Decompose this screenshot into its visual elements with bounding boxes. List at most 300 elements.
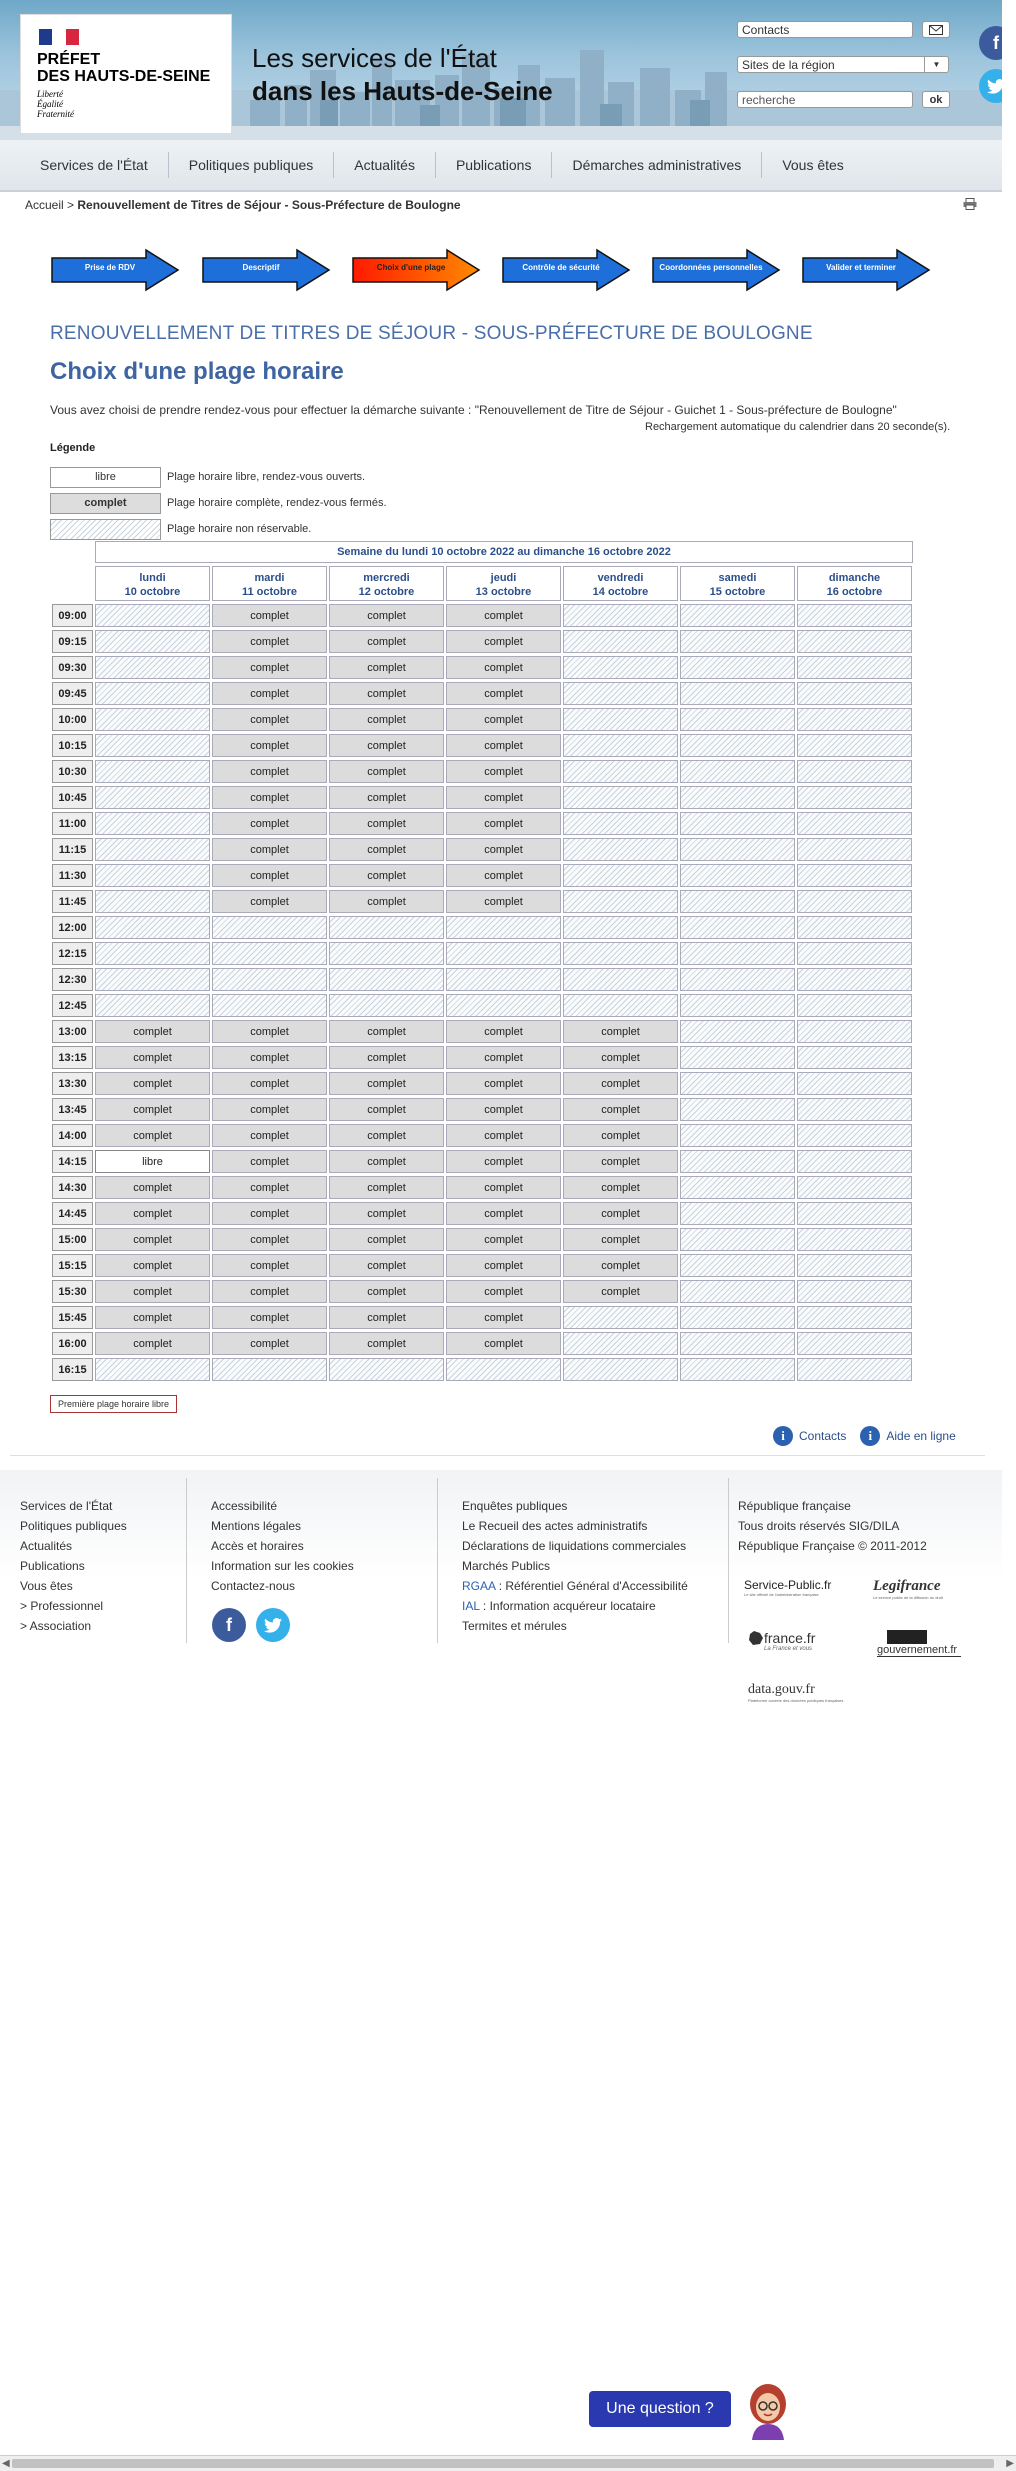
slot-complet: complet <box>212 682 327 705</box>
legifrance-tagline: Le service public de la diffusion du droit <box>873 1595 943 1600</box>
slot-non-reservable <box>680 708 795 731</box>
slot-non-reservable <box>797 656 912 679</box>
time-label: 12:15 <box>52 942 93 965</box>
slot-non-reservable <box>563 604 678 627</box>
slot-non-reservable <box>797 682 912 705</box>
slot-non-reservable <box>680 1150 795 1173</box>
day-header <box>329 566 444 601</box>
slot-non-reservable <box>680 604 795 627</box>
slot-complet: complet <box>95 1254 210 1277</box>
site-title-line2: dans les Hauts-de-Seine <box>252 76 553 106</box>
slot-complet: complet <box>563 1124 678 1147</box>
slot-non-reservable <box>797 838 912 861</box>
slot-non-reservable <box>680 1202 795 1225</box>
slot-non-reservable <box>797 1046 912 1069</box>
slot-non-reservable <box>797 1332 912 1355</box>
slot-complet: complet <box>212 786 327 809</box>
slot-complet: complet <box>329 1202 444 1225</box>
step-label: Descriptif <box>242 263 280 272</box>
slot-non-reservable <box>563 942 678 965</box>
slot-complet: complet <box>563 1098 678 1121</box>
nav-item-demarches[interactable]: Démarches administratives <box>552 152 762 178</box>
slot-non-reservable <box>563 786 678 809</box>
day-date: 15 octobre <box>709 586 766 598</box>
slot-complet: complet <box>212 760 327 783</box>
ial-abbr: IAL <box>462 1599 480 1613</box>
slot-non-reservable <box>95 734 210 757</box>
slot-non-reservable <box>212 942 327 965</box>
france-fr-name: france.fr <box>764 1630 816 1646</box>
step-label: Contrôle de sécurité <box>522 263 600 272</box>
step-coordonnees <box>651 248 781 292</box>
footer-col-publications <box>462 1496 688 1636</box>
breadcrumb-home[interactable]: Accueil <box>25 198 64 212</box>
info-icon[interactable]: i <box>860 1426 880 1446</box>
footer-link[interactable]: Vous êtes <box>20 1579 73 1593</box>
slot-non-reservable <box>329 968 444 991</box>
time-label: 11:00 <box>52 812 93 835</box>
slot-complet: complet <box>563 1020 678 1043</box>
divider <box>10 1455 985 1456</box>
footer-link[interactable]: Services de l'État <box>20 1499 113 1513</box>
slot-non-reservable <box>95 708 210 731</box>
slot-complet: complet <box>329 1150 444 1173</box>
slot-complet: complet <box>329 734 444 757</box>
slot-non-reservable <box>563 812 678 835</box>
slot-non-reservable <box>680 1228 795 1251</box>
rgaa-abbr: RGAA <box>462 1579 496 1593</box>
intro-text: Vous avez choisi de prendre rendez-vous pour effectuer la démarche suivante : "Renouvellement de Titre de Séjour - Guichet 1 - Sous-préfecture de Boulogne" <box>50 403 897 417</box>
slot-non-reservable <box>563 916 678 939</box>
slot-non-reservable <box>680 994 795 1017</box>
slot-non-reservable <box>797 786 912 809</box>
slot-complet: complet <box>95 1098 210 1121</box>
service-public-name: Service-Public.fr <box>744 1578 832 1592</box>
step-label: Prise de RDV <box>84 263 136 272</box>
footer-divider <box>437 1478 438 1643</box>
day-name: mercredi <box>363 572 410 584</box>
slot-non-reservable <box>680 1046 795 1069</box>
footer-divider <box>728 1478 729 1643</box>
france-fr-logo[interactable] <box>748 1630 858 1652</box>
footer-link[interactable]: Accès et horaires <box>211 1539 304 1553</box>
slot-non-reservable <box>95 916 210 939</box>
slot-non-reservable <box>797 1280 912 1303</box>
slot-complet: complet <box>95 1020 210 1043</box>
slot-non-reservable <box>446 1358 561 1381</box>
slot-non-reservable <box>329 994 444 1017</box>
time-label: 15:30 <box>52 1280 93 1303</box>
twitter-icon[interactable] <box>256 1608 290 1642</box>
rgaa-text: : Référentiel Général d'Accessibilité <box>495 1579 688 1593</box>
slot-complet: complet <box>212 708 327 731</box>
slot-non-reservable <box>680 1176 795 1199</box>
slot-non-reservable <box>680 1254 795 1277</box>
time-label: 11:30 <box>52 864 93 887</box>
slot-complet: complet <box>329 1176 444 1199</box>
breadcrumb-separator: > <box>63 198 78 212</box>
time-label: 12:45 <box>52 994 93 1017</box>
site-title-line1: Les services de l'État <box>252 43 497 73</box>
step-prise-rdv <box>50 248 180 292</box>
slot-complet: complet <box>446 838 561 861</box>
slot-complet: complet <box>446 1020 561 1043</box>
day-date: 12 octobre <box>358 586 415 598</box>
gouvernement-logo[interactable] <box>877 1630 961 1657</box>
day-header <box>680 566 795 601</box>
slot-complet: complet <box>446 1176 561 1199</box>
day-name: lundi <box>139 572 166 584</box>
footer-link[interactable]: Termites et mérules <box>462 1619 567 1633</box>
slot-complet: complet <box>563 1280 678 1303</box>
slot-complet: complet <box>212 1280 327 1303</box>
slot-complet: complet <box>212 1098 327 1121</box>
slot-non-reservable <box>95 968 210 991</box>
step-valider <box>801 248 931 292</box>
nav-item-vous-etes[interactable]: Vous êtes <box>782 157 844 173</box>
nav-item-publications[interactable]: Publications <box>436 152 553 178</box>
progress-steps <box>50 248 940 292</box>
slot-complet: complet <box>446 630 561 653</box>
page-title: Choix d'une plage horaire <box>50 358 344 385</box>
time-label: 14:00 <box>52 1124 93 1147</box>
slot-complet: complet <box>95 1280 210 1303</box>
slot-non-reservable <box>680 1280 795 1303</box>
slot-non-reservable <box>95 994 210 1017</box>
step-controle <box>501 248 631 292</box>
time-label: 10:45 <box>52 786 93 809</box>
slot-non-reservable <box>680 916 795 939</box>
slot-complet: complet <box>563 1202 678 1225</box>
slot-complet: complet <box>446 812 561 835</box>
slot-complet: complet <box>329 1306 444 1329</box>
slot-complet: complet <box>329 630 444 653</box>
slot-complet: complet <box>95 1332 210 1355</box>
slot-non-reservable <box>212 994 327 1017</box>
time-label: 09:00 <box>52 604 93 627</box>
footer-text: République française <box>738 1499 851 1513</box>
time-label: 13:00 <box>52 1020 93 1043</box>
slot-non-reservable <box>797 708 912 731</box>
slot-non-reservable <box>797 1124 912 1147</box>
footer-divider <box>186 1478 187 1643</box>
slot-complet: complet <box>212 812 327 835</box>
service-public-tagline: Le site officiel de l'administration française <box>744 1592 819 1597</box>
slot-complet: complet <box>212 630 327 653</box>
time-label: 12:00 <box>52 916 93 939</box>
info-icon[interactable]: i <box>773 1426 793 1446</box>
slot-non-reservable <box>797 890 912 913</box>
slot-complet: complet <box>446 1254 561 1277</box>
slot-complet: complet <box>329 708 444 731</box>
time-label: 09:15 <box>52 630 93 653</box>
footer-link[interactable]: > Association <box>20 1619 92 1633</box>
slot-non-reservable <box>797 1176 912 1199</box>
day-header <box>212 566 327 601</box>
time-label: 13:30 <box>52 1072 93 1095</box>
step-label: Choix d'une plage <box>376 263 446 272</box>
footer-link[interactable]: Déclarations de liquidations commerciales <box>462 1539 687 1553</box>
slot-non-reservable <box>797 1306 912 1329</box>
footer-col-info <box>211 1496 354 1596</box>
contacts-link[interactable]: Contacts <box>799 1429 847 1443</box>
slot-non-reservable <box>329 916 444 939</box>
slot-complet: complet <box>329 1228 444 1251</box>
step-descriptif <box>201 248 331 292</box>
slot-complet: complet <box>212 734 327 757</box>
slot-non-reservable <box>95 630 210 653</box>
slot-complet: complet <box>563 1072 678 1095</box>
footer-link[interactable]: Information sur les cookies <box>211 1559 354 1573</box>
slot-non-reservable <box>563 1332 678 1355</box>
legend-text: Plage horaire non réservable. <box>167 523 312 535</box>
slot-non-reservable <box>797 630 912 653</box>
slot-non-reservable <box>680 1306 795 1329</box>
slot-complet: complet <box>212 1228 327 1251</box>
slot-complet: complet <box>329 1046 444 1069</box>
slot-non-reservable <box>563 890 678 913</box>
ial-text: : Information acquéreur locataire <box>479 1599 656 1613</box>
slot-complet: complet <box>446 734 561 757</box>
search-input[interactable]: recherche <box>737 91 913 108</box>
slot-complet: complet <box>446 1072 561 1095</box>
footer-link[interactable]: Le Recueil des actes administratifs <box>462 1519 648 1533</box>
slot-complet: complet <box>329 838 444 861</box>
gouvernement-name: gouvernement.fr <box>877 1644 961 1657</box>
calendar-week-label: Semaine du lundi 10 octobre 2022 au dimanche 16 octobre 2022 <box>95 541 913 563</box>
time-label: 10:30 <box>52 760 93 783</box>
time-label: 15:15 <box>52 1254 93 1277</box>
legend-swatch-complet: complet <box>50 493 161 514</box>
horizontal-scrollbar[interactable] <box>0 2455 1016 2471</box>
slot-complet: complet <box>212 604 327 627</box>
nav-item-actualites[interactable]: Actualités <box>334 152 436 178</box>
slot-non-reservable <box>680 838 795 861</box>
time-label: 10:15 <box>52 734 93 757</box>
footer-link[interactable]: > Professionnel <box>20 1599 104 1613</box>
slot-complet: complet <box>212 1202 327 1225</box>
slot-complet: complet <box>446 1306 561 1329</box>
slot-complet: complet <box>329 1280 444 1303</box>
footer-link[interactable]: Contactez-nous <box>211 1579 296 1593</box>
time-label: 11:45 <box>52 890 93 913</box>
slot-non-reservable <box>797 760 912 783</box>
slot-complet: complet <box>329 1098 444 1121</box>
print-icon[interactable] <box>963 198 977 210</box>
slot-non-reservable <box>563 864 678 887</box>
assistant-avatar-icon[interactable] <box>744 2380 792 2440</box>
time-label: 16:15 <box>52 1358 93 1381</box>
slot-complet: complet <box>212 1332 327 1355</box>
slot-complet: complet <box>446 1332 561 1355</box>
slot-non-reservable <box>680 890 795 913</box>
slot-non-reservable <box>680 630 795 653</box>
nav-item-services[interactable]: Services de l'État <box>22 152 169 178</box>
site-title <box>252 42 553 108</box>
legend-swatch-non-reservable <box>50 519 161 540</box>
day-name: samedi <box>718 572 757 584</box>
logo-title: PRÉFET DES HAUTS-DE-SEINE <box>37 51 211 85</box>
slot-complet: complet <box>563 1254 678 1277</box>
slot-complet: complet <box>563 1228 678 1251</box>
slot-complet: complet <box>446 864 561 887</box>
slot-non-reservable <box>680 812 795 835</box>
slot-non-reservable <box>212 1358 327 1381</box>
slot-complet: complet <box>446 890 561 913</box>
slot-non-reservable <box>212 968 327 991</box>
slot-non-reservable <box>797 734 912 757</box>
slot-libre[interactable]: libre <box>95 1150 210 1173</box>
slot-non-reservable <box>797 812 912 835</box>
slot-complet: complet <box>212 1072 327 1095</box>
slot-non-reservable <box>95 942 210 965</box>
prefet-logo[interactable] <box>20 14 232 134</box>
slot-complet: complet <box>446 1046 561 1069</box>
slot-complet: complet <box>329 1072 444 1095</box>
scrollbar-thumb[interactable] <box>12 2459 994 2468</box>
breadcrumb-current: Renouvellement de Titres de Séjour - Sous-Préfecture de Boulogne <box>77 198 461 212</box>
region-select[interactable] <box>737 56 949 73</box>
slot-complet: complet <box>329 682 444 705</box>
slot-complet: complet <box>212 838 327 861</box>
day-header <box>797 566 912 601</box>
footer-link[interactable]: Publications <box>20 1559 85 1573</box>
legend-row-complet <box>50 492 650 514</box>
logo-motto: Liberté Égalité Fraternité <box>37 89 74 119</box>
time-label: 13:15 <box>52 1046 93 1069</box>
slot-complet: complet <box>446 682 561 705</box>
footer-link[interactable]: Enquêtes publiques <box>462 1499 568 1513</box>
facebook-icon[interactable]: f <box>212 1608 246 1642</box>
footer-text: République Française © 2011-2012 <box>738 1539 927 1553</box>
slot-non-reservable <box>329 942 444 965</box>
online-help-link[interactable]: Aide en ligne <box>886 1429 956 1443</box>
question-chat-button[interactable]: Une question ? <box>589 2391 731 2427</box>
envelope-icon[interactable] <box>922 21 950 38</box>
footer-link[interactable]: Accessibilité <box>211 1499 278 1513</box>
facebook-icon[interactable]: f <box>979 26 1002 60</box>
slot-non-reservable <box>95 682 210 705</box>
slot-non-reservable <box>680 864 795 887</box>
nav-item-politiques[interactable]: Politiques publiques <box>169 152 335 178</box>
legend-row-libre <box>50 466 650 488</box>
breadcrumb <box>25 198 461 212</box>
day-name: dimanche <box>828 572 881 584</box>
slot-non-reservable <box>563 708 678 731</box>
contacts-field[interactable]: Contacts <box>737 21 913 38</box>
slot-complet: complet <box>563 1046 678 1069</box>
time-label: 15:45 <box>52 1306 93 1329</box>
day-date: 16 octobre <box>826 586 883 598</box>
slot-complet: complet <box>563 1176 678 1199</box>
site-footer <box>0 1470 1002 1703</box>
legend-text: Plage horaire libre, rendez-vous ouverts. <box>167 471 366 483</box>
slot-complet: complet <box>446 708 561 731</box>
slot-non-reservable <box>563 838 678 861</box>
slot-non-reservable <box>680 1020 795 1043</box>
day-header <box>446 566 561 601</box>
datagouv-logo[interactable] <box>748 1682 848 1703</box>
legend-text: Plage horaire complète, rendez-vous fermés. <box>167 497 387 509</box>
first-free-slot-button[interactable]: Première plage horaire libre <box>50 1395 177 1413</box>
slot-non-reservable <box>563 734 678 757</box>
footer-col-legal <box>738 1496 927 1556</box>
slot-non-reservable <box>797 1202 912 1225</box>
slot-complet: complet <box>212 1176 327 1199</box>
slot-complet: complet <box>446 1280 561 1303</box>
slot-complet: complet <box>212 1150 327 1173</box>
time-label: 11:15 <box>52 838 93 861</box>
slot-non-reservable <box>797 1150 912 1173</box>
slot-complet: complet <box>329 1020 444 1043</box>
slot-non-reservable <box>446 942 561 965</box>
time-label: 15:00 <box>52 1228 93 1251</box>
site-header <box>0 0 1002 140</box>
slot-non-reservable <box>95 786 210 809</box>
slot-non-reservable <box>797 968 912 991</box>
footer-link[interactable]: Marchés Publics <box>462 1559 551 1573</box>
step-label: Coordonnées personnelles <box>659 263 763 272</box>
slot-non-reservable <box>563 682 678 705</box>
day-header <box>563 566 678 601</box>
day-date: 11 octobre <box>241 586 298 598</box>
slot-non-reservable <box>563 760 678 783</box>
service-public-logo[interactable] <box>744 1578 854 1597</box>
france-map-icon <box>748 1630 764 1646</box>
slot-non-reservable <box>680 1358 795 1381</box>
footer-link[interactable]: Actualités <box>20 1539 73 1553</box>
slot-complet: complet <box>212 1306 327 1329</box>
legifrance-name: Legifrance <box>873 1578 941 1594</box>
slot-non-reservable <box>563 968 678 991</box>
slot-non-reservable <box>797 942 912 965</box>
footer-link[interactable]: Mentions légales <box>211 1519 302 1533</box>
slot-non-reservable <box>563 1306 678 1329</box>
datagouv-tagline: Plateforme ouverte des données publiques françaises <box>748 1698 844 1703</box>
slot-complet: complet <box>329 1254 444 1277</box>
footer-link-ial[interactable] <box>462 1596 688 1616</box>
search-ok-button[interactable]: ok <box>922 91 950 108</box>
slot-non-reservable <box>680 1124 795 1147</box>
legend-title: Légende <box>50 442 96 454</box>
slot-non-reservable <box>95 604 210 627</box>
chevron-down-icon: ▼ <box>924 57 948 72</box>
slot-complet: complet <box>329 890 444 913</box>
slot-non-reservable <box>95 760 210 783</box>
slot-complet: complet <box>329 786 444 809</box>
slot-complet: complet <box>446 786 561 809</box>
scroll-right-icon[interactable]: ▶ <box>1006 2458 1014 2469</box>
footer-link[interactable]: Politiques publiques <box>20 1519 127 1533</box>
reload-countdown: Rechargement automatique du calendrier dans 20 seconde(s). <box>645 421 951 433</box>
slot-complet: complet <box>446 1228 561 1251</box>
marianne-flag-icon <box>39 29 79 45</box>
slot-complet: complet <box>95 1228 210 1251</box>
slot-complet: complet <box>212 864 327 887</box>
footer-col-navigation <box>20 1496 127 1636</box>
slot-non-reservable <box>680 1332 795 1355</box>
legifrance-logo[interactable] <box>873 1578 963 1600</box>
day-name: jeudi <box>490 572 517 584</box>
scroll-left-icon[interactable]: ◀ <box>2 2458 10 2469</box>
slot-non-reservable <box>797 1072 912 1095</box>
main-nav <box>0 140 1002 192</box>
slot-non-reservable <box>797 604 912 627</box>
footer-link-rgaa[interactable] <box>462 1576 688 1596</box>
slot-complet: complet <box>329 1124 444 1147</box>
time-label: 14:45 <box>52 1202 93 1225</box>
slot-complet: complet <box>446 656 561 679</box>
